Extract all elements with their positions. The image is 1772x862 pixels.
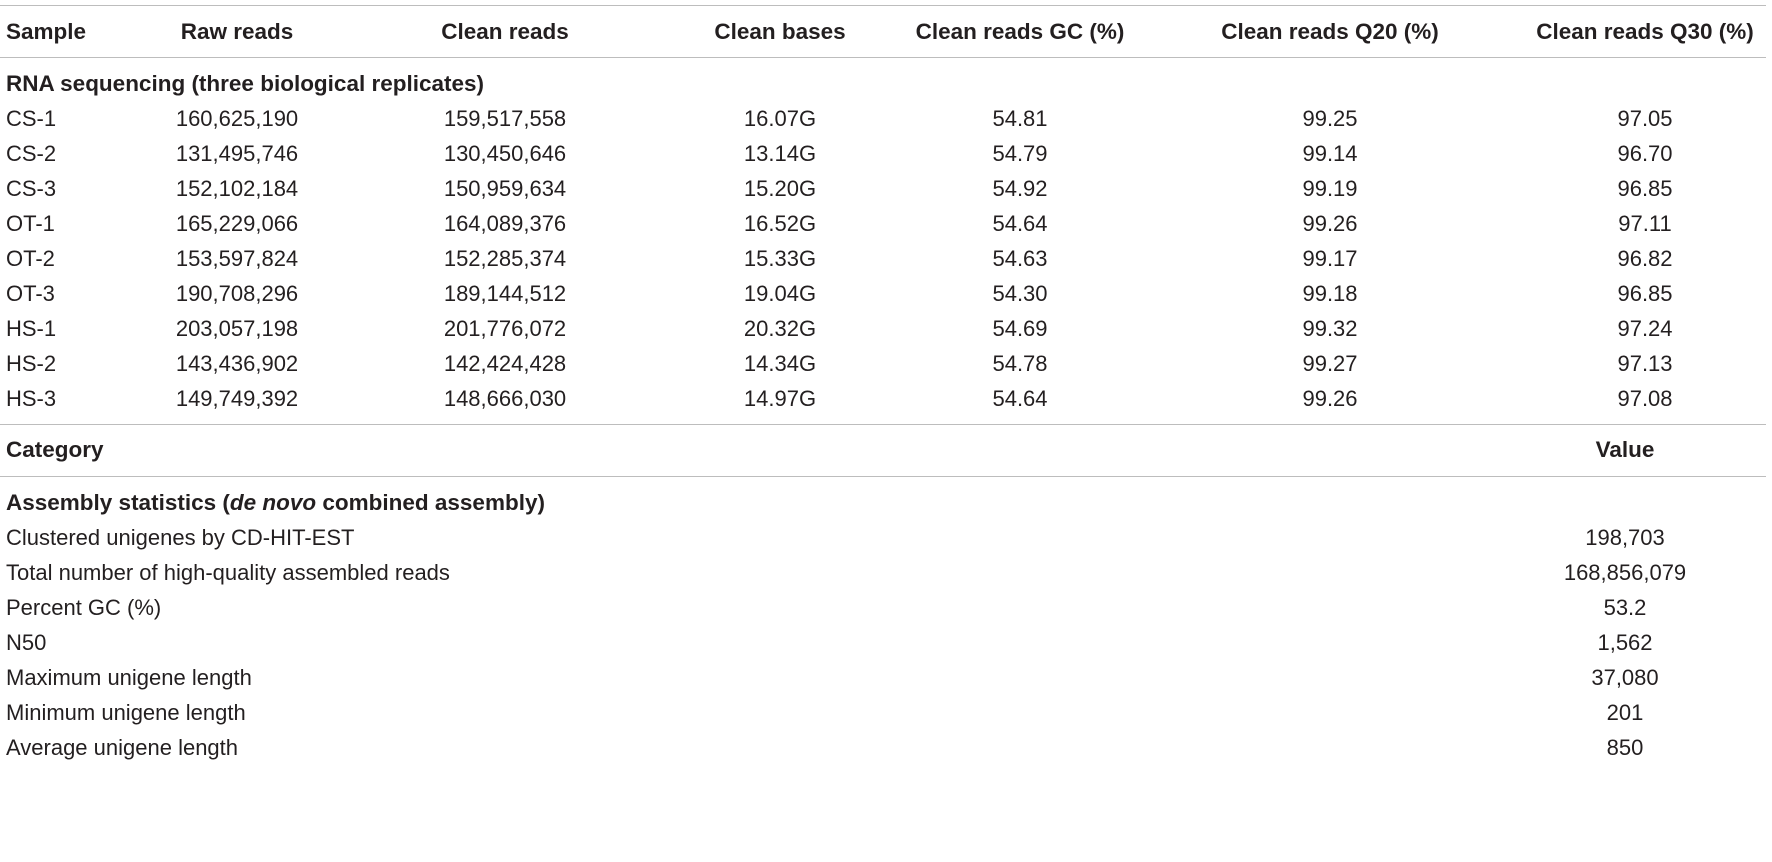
cell-sample: HS-3 <box>6 386 57 411</box>
category-rule <box>0 476 1766 477</box>
cell-value: 168,856,079 <box>1563 560 1687 585</box>
header-sample: Sample <box>6 19 87 44</box>
cell-raw-reads: 165,229,066 <box>175 211 299 236</box>
cell-raw-reads: 203,057,198 <box>175 316 299 341</box>
cell-sample: CS-3 <box>6 176 57 201</box>
table-row <box>0 344 1766 384</box>
cell-raw-reads: 190,708,296 <box>175 281 299 306</box>
table-row <box>0 134 1766 174</box>
cell-q30: 96.70 <box>1617 141 1673 166</box>
cell-q20: 99.25 <box>1302 106 1358 131</box>
table-row <box>0 379 1766 419</box>
table-row <box>0 169 1766 209</box>
top-rule <box>0 5 1766 6</box>
cell-category: Clustered unigenes by CD-HIT-EST <box>6 525 355 550</box>
cell-clean-reads: 148,666,030 <box>443 386 567 411</box>
cell-q20: 99.19 <box>1302 176 1358 201</box>
table-row <box>0 623 1766 663</box>
cell-clean-reads: 142,424,428 <box>443 351 567 376</box>
table-row <box>0 588 1766 628</box>
cell-clean-bases: 15.33G <box>743 246 817 271</box>
cell-sample: CS-1 <box>6 106 57 131</box>
cell-q20: 99.14 <box>1302 141 1358 166</box>
cell-q30: 97.08 <box>1617 386 1673 411</box>
table-row <box>0 553 1766 593</box>
cell-clean-reads: 150,959,634 <box>443 176 567 201</box>
cell-gc: 54.69 <box>992 316 1048 341</box>
header-q30: Clean reads Q30 (%) <box>1536 19 1754 44</box>
cell-sample: OT-1 <box>6 211 55 236</box>
cell-clean-bases: 14.97G <box>743 386 817 411</box>
header-clean-reads: Clean reads <box>441 19 569 44</box>
cell-value: 53.2 <box>1603 595 1647 620</box>
table-header-row <box>0 12 1766 52</box>
cell-sample: HS-2 <box>6 351 57 376</box>
cell-clean-reads: 164,089,376 <box>443 211 567 236</box>
header-rule <box>0 57 1766 58</box>
cell-clean-bases: 20.32G <box>743 316 817 341</box>
cell-raw-reads: 143,436,902 <box>175 351 299 376</box>
cell-clean-bases: 16.52G <box>743 211 817 236</box>
cell-sample: OT-2 <box>6 246 55 271</box>
mid-rule <box>0 424 1766 425</box>
cell-raw-reads: 153,597,824 <box>175 246 299 271</box>
cell-raw-reads: 149,749,392 <box>175 386 299 411</box>
cell-value: 1,562 <box>1597 630 1653 655</box>
cell-q30: 97.05 <box>1617 106 1673 131</box>
cell-raw-reads: 160,625,190 <box>175 106 299 131</box>
header-q20: Clean reads Q20 (%) <box>1221 19 1439 44</box>
table-row <box>0 204 1766 244</box>
header-raw-reads: Raw reads <box>180 19 294 44</box>
cell-category: N50 <box>6 630 47 655</box>
cell-q30: 96.82 <box>1617 246 1673 271</box>
table-row <box>0 658 1766 698</box>
table-row <box>0 309 1766 349</box>
cell-gc: 54.64 <box>992 211 1048 236</box>
cell-clean-bases: 19.04G <box>743 281 817 306</box>
cell-gc: 54.79 <box>992 141 1048 166</box>
cell-clean-bases: 13.14G <box>743 141 817 166</box>
cell-sample: OT-3 <box>6 281 55 306</box>
category-header-row <box>0 430 1766 470</box>
cell-q30: 97.11 <box>1618 211 1672 236</box>
cell-gc: 54.81 <box>992 106 1048 131</box>
cell-q30: 96.85 <box>1617 281 1673 306</box>
cell-clean-bases: 16.07G <box>743 106 817 131</box>
table-row <box>0 99 1766 139</box>
cell-q30: 97.13 <box>1617 351 1673 376</box>
cell-category: Minimum unigene length <box>6 700 246 725</box>
table-row <box>0 693 1766 733</box>
cell-value: 37,080 <box>1591 665 1659 690</box>
cell-raw-reads: 131,495,746 <box>175 141 299 166</box>
cell-gc: 54.63 <box>992 246 1048 271</box>
cell-q20: 99.26 <box>1302 386 1358 411</box>
cell-gc: 54.92 <box>992 176 1048 201</box>
cell-q20: 99.17 <box>1302 246 1358 271</box>
cell-clean-bases: 14.34G <box>743 351 817 376</box>
cell-category: Percent GC (%) <box>6 595 162 620</box>
cell-sample: HS-1 <box>6 316 57 341</box>
table-row <box>0 239 1766 279</box>
cell-clean-bases: 15.20G <box>743 176 817 201</box>
cell-q20: 99.18 <box>1302 281 1358 306</box>
cell-sample: CS-2 <box>6 141 57 166</box>
header-value: Value <box>1595 437 1655 462</box>
header-category: Category <box>6 437 104 462</box>
cell-gc: 54.78 <box>992 351 1048 376</box>
cell-gc: 54.64 <box>992 386 1048 411</box>
cell-q20: 99.32 <box>1302 316 1358 341</box>
header-clean-bases: Clean bases <box>714 19 846 44</box>
cell-clean-reads: 152,285,374 <box>443 246 567 271</box>
header-gc: Clean reads GC (%) <box>915 19 1125 44</box>
table-row <box>0 274 1766 314</box>
cell-category: Average unigene length <box>6 735 239 760</box>
cell-q30: 97.24 <box>1617 316 1673 341</box>
cell-q20: 99.27 <box>1302 351 1358 376</box>
cell-clean-reads: 130,450,646 <box>443 141 567 166</box>
cell-value: 850 <box>1606 735 1644 760</box>
cell-clean-reads: 189,144,512 <box>443 281 567 306</box>
section-title-assembly: Assembly statistics (de novo combined assembly) <box>6 490 545 515</box>
table-row <box>0 728 1766 768</box>
cell-category: Total number of high-quality assembled reads <box>6 560 450 585</box>
cell-category: Maximum unigene length <box>6 665 252 690</box>
cell-q20: 99.26 <box>1302 211 1358 236</box>
section-title-rna: RNA sequencing (three biological replicates) <box>6 71 485 96</box>
cell-value: 198,703 <box>1585 525 1665 550</box>
cell-gc: 54.30 <box>992 281 1048 306</box>
cell-clean-reads: 201,776,072 <box>443 316 567 341</box>
table-row <box>0 518 1766 558</box>
cell-raw-reads: 152,102,184 <box>175 176 299 201</box>
de-novo-italic: de novo <box>229 490 317 515</box>
cell-value: 201 <box>1606 700 1644 725</box>
cell-q30: 96.85 <box>1617 176 1673 201</box>
cell-clean-reads: 159,517,558 <box>443 106 567 131</box>
